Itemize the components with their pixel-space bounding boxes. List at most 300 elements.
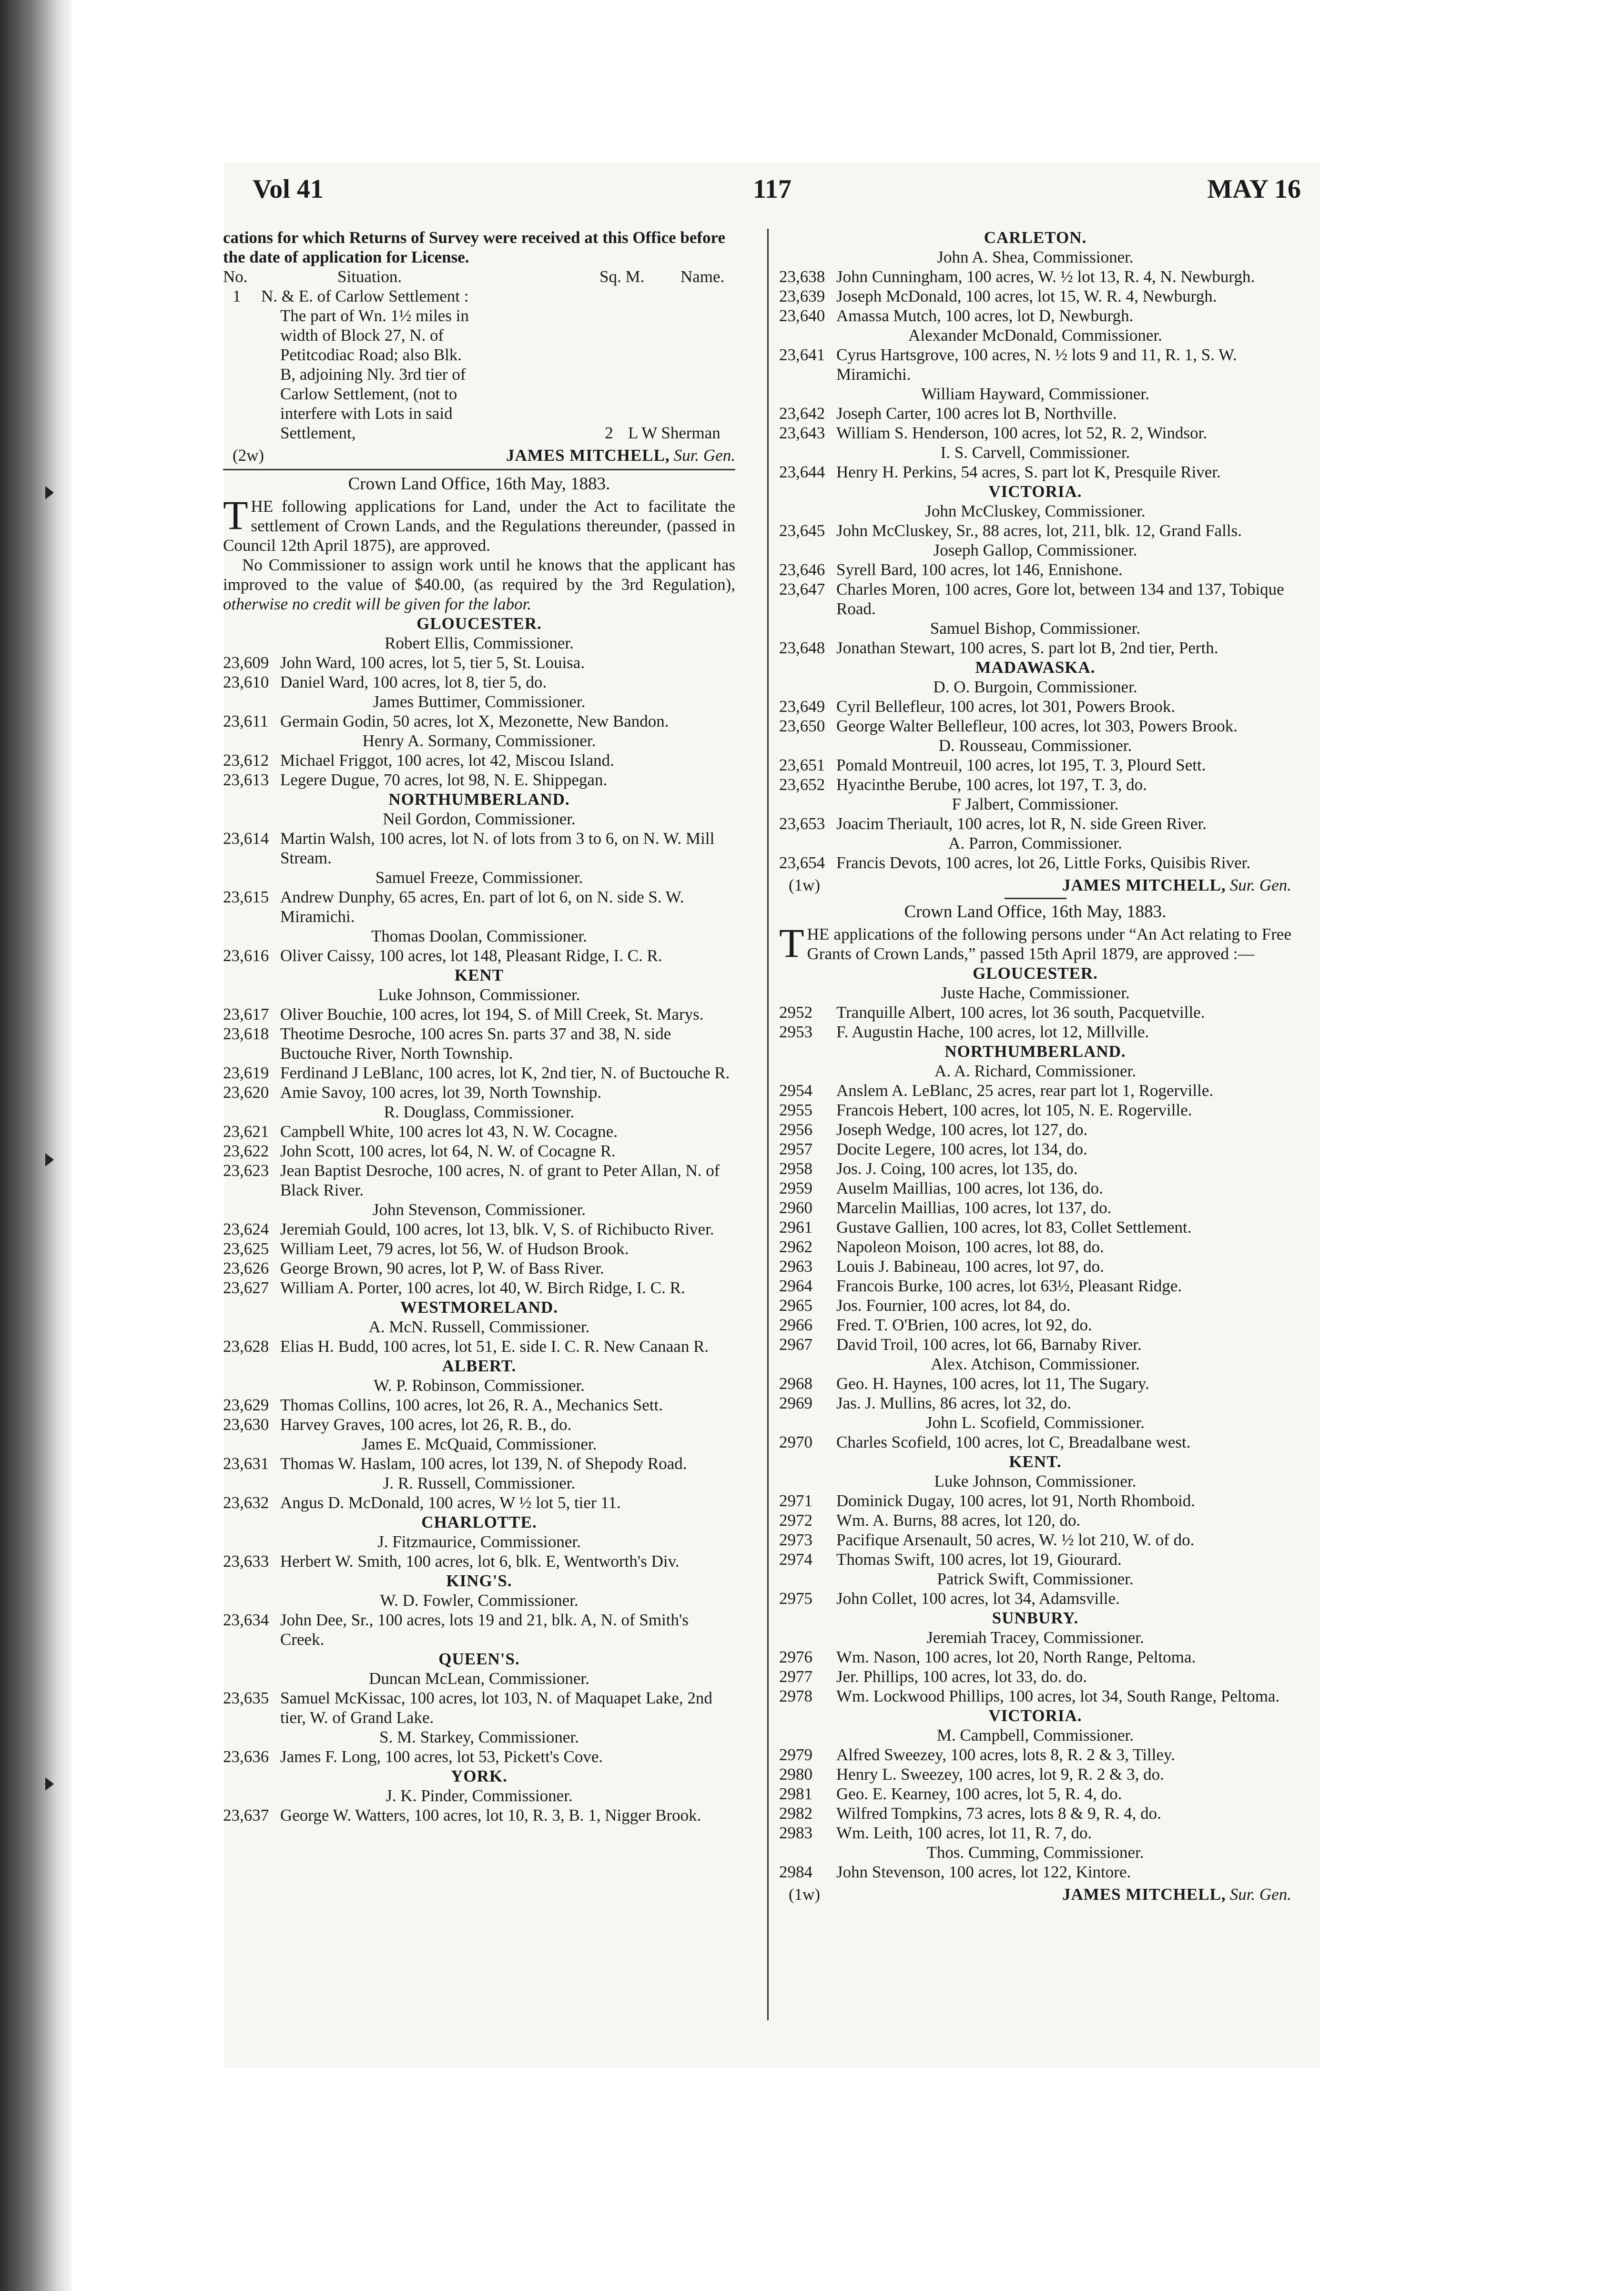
entry-text: Jean Baptist Desroche, 100 acres, N. of grant to Peter Allan, N. of Black River. (280, 1161, 720, 1199)
entry-text: Campbell White, 100 acres lot 43, N. W. Cocagne. (280, 1122, 618, 1141)
entry-number: 2952 (779, 1003, 812, 1022)
entry-text: Cyrus Hartsgrove, 100 acres, N. ½ lots 9 and 11, R. 1, S. W. Miramichi. (836, 345, 1237, 384)
application-entry (223, 711, 735, 731)
entry-number: 2980 (779, 1765, 812, 1784)
entry-text: Harvey Graves, 100 acres, lot 26, R. B., do. (280, 1415, 572, 1434)
entry-number: 23,621 (223, 1122, 269, 1141)
entry-text: Oliver Caissy, 100 acres, lot 148, Pleasant Ridge, I. C. R. (280, 946, 662, 965)
entry-text: Cyril Bellefleur, 100 acres, lot 301, Powers Brook. (836, 697, 1176, 716)
commissioner-line: Jeremiah Tracey, Commissioner. (926, 1628, 1144, 1647)
application-entry (779, 1159, 1291, 1178)
entry-text: Geo. E. Kearney, 100 acres, lot 5, R. 4, do. (836, 1784, 1122, 1803)
county-heading: VICTORIA. (988, 1706, 1082, 1725)
entry-number: 23,651 (779, 756, 825, 774)
county-heading: SUNBURY. (992, 1609, 1079, 1627)
entry-text: Legere Dugue, 70 acres, lot 98, N. E. Shippegan. (280, 770, 608, 789)
entry-number: 23,623 (223, 1161, 269, 1180)
entry-number: 23,628 (223, 1337, 269, 1356)
application-entry (223, 1805, 735, 1825)
entry-number: 23,632 (223, 1493, 269, 1512)
commissioner-line: James Buttimer, Commissioner. (373, 692, 586, 711)
entry-number: 2977 (779, 1667, 812, 1686)
entry-text: John McCluskey, Sr., 88 acres, lot, 211, blk. 12, Grand Falls. (836, 521, 1242, 540)
intro-note: No Commissioner to assign work until he knows that the applicant has improved to the value of $40.00, (as required by the 3rd Regulation), otherwise no credit will be given for the labor. (223, 556, 735, 613)
entry-number: 2975 (779, 1589, 812, 1608)
commissioner-line: Juste Hache, Commissioner. (941, 983, 1130, 1002)
application-entry (779, 404, 1291, 423)
entry-text: Syrell Bard, 100 acres, lot 146, Ennishone. (836, 560, 1123, 579)
entry-text: Jer. Phillips, 100 acres, lot 33, do. do. (836, 1667, 1087, 1686)
entry-number: 23,619 (223, 1064, 269, 1082)
county-heading: CHARLOTTE. (421, 1513, 537, 1531)
situation-line: The part of Wn. 1½ miles in (280, 306, 469, 325)
entry-text: Dominick Dugay, 100 acres, lot 91, North Rhomboid. (836, 1491, 1196, 1510)
survey-table-row (223, 286, 735, 443)
entry-number: 2981 (779, 1784, 812, 1803)
county-heading: ALBERT. (442, 1357, 517, 1375)
commissioner-line: Neil Gordon, Commissioner. (383, 810, 576, 828)
entry-text: Joseph Wedge, 100 acres, lot 127, do. (836, 1120, 1088, 1139)
gutter-arrow-icon (45, 486, 54, 499)
entry-text: Auselm Maillias, 100 acres, lot 136, do. (836, 1179, 1103, 1197)
entry-number: 23,637 (223, 1806, 269, 1825)
application-entry (223, 1122, 735, 1141)
application-entry (779, 716, 1291, 736)
county-heading: NORTHUMBERLAND. (944, 1042, 1126, 1061)
application-entry (779, 1764, 1291, 1784)
entry-text: Andrew Dunphy, 65 acres, En. part of lot 6, on N. side S. W. Miramichi. (280, 888, 684, 926)
entry-text: Geo. H. Haynes, 100 acres, lot 11, The Sugary. (836, 1374, 1149, 1393)
entry-text: Joseph Carter, 100 acres lot B, Northville. (836, 404, 1117, 423)
entry-number: 23,636 (223, 1747, 269, 1766)
right-applications (779, 228, 1291, 872)
application-entry (223, 1083, 735, 1102)
application-entry (779, 1296, 1291, 1315)
signature-block (223, 446, 735, 465)
commissioner-line: D. Rousseau, Commissioner. (938, 736, 1132, 755)
entry-text: Germain Godin, 50 acres, lot X, Mezonette, New Bandon. (280, 712, 669, 730)
application-entry (779, 1139, 1291, 1159)
entry-number: 2958 (779, 1159, 812, 1178)
entry-text: Jeremiah Gould, 100 acres, lot 13, blk. V, S. of Richibucto River. (280, 1220, 714, 1238)
signature-block (779, 1885, 1291, 1904)
entry-number: 2965 (779, 1296, 812, 1315)
application-entry (779, 560, 1291, 579)
county-heading: QUEEN'S. (438, 1650, 520, 1668)
application-entry (223, 1337, 735, 1356)
application-entry (779, 1217, 1291, 1237)
application-entry (779, 345, 1291, 384)
entry-text: Charles Scofield, 100 acres, lot C, Breadalbane west. (836, 1433, 1191, 1451)
entry-number: 2979 (779, 1745, 812, 1764)
commissioner-line: Henry A. Sormany, Commissioner. (362, 731, 596, 750)
entry-text: John Ward, 100 acres, lot 5, tier 5, St. Louisa. (280, 653, 585, 672)
entry-number: 23,618 (223, 1024, 269, 1043)
entry-number: 23,649 (779, 697, 825, 716)
application-entry (779, 462, 1291, 482)
entry-number: 23,620 (223, 1083, 269, 1102)
commissioner-line: John McCluskey, Commissioner. (925, 502, 1146, 520)
application-entry (779, 1647, 1291, 1667)
entry-number: 2961 (779, 1218, 812, 1237)
application-entry (779, 306, 1291, 325)
application-entry (779, 775, 1291, 794)
application-entry (779, 697, 1291, 716)
entry-text: Wm. Leith, 100 acres, lot 11, R. 7, do. (836, 1824, 1092, 1842)
column-divider (767, 229, 769, 2020)
commissioner-line: Thomas Doolan, Commissioner. (371, 927, 588, 945)
entry-number: 23,639 (779, 287, 825, 305)
commissioner-line: William Hayward, Commissioner. (921, 385, 1149, 403)
entry-text: Henry H. Perkins, 54 acres, S. part lot K, Presquile River. (836, 463, 1221, 481)
entry-text: John Collet, 100 acres, lot 34, Adamsville. (836, 1589, 1120, 1608)
entry-number: 23,626 (223, 1259, 269, 1277)
signatory-title: Sur. Gen. (1229, 1885, 1291, 1904)
commissioner-line: D. O. Burgoin, Commissioner. (933, 678, 1137, 696)
commissioner-line: W. D. Fowler, Commissioner. (380, 1591, 579, 1610)
col-name: Name. (680, 267, 725, 286)
application-entry (779, 1257, 1291, 1276)
commissioner-line: F Jalbert, Commissioner. (952, 795, 1119, 813)
signatory-title: Sur. Gen. (673, 446, 735, 465)
insertion-tag: (1w) (789, 876, 821, 894)
entry-text: Louis J. Babineau, 100 acres, lot 97, do. (836, 1257, 1104, 1276)
volume-label: Vol 41 (253, 174, 324, 204)
entry-text: Gustave Gallien, 100 acres, lot 83, Collet Settlement. (836, 1218, 1192, 1237)
entry-number: 2959 (779, 1179, 812, 1197)
entry-number: 2957 (779, 1140, 812, 1158)
entry-number: 23,645 (779, 521, 825, 540)
county-heading: GLOUCESTER. (973, 964, 1098, 983)
continued-text: cations for which Returns of Survey were received at this Office before the date of application for License. (223, 228, 725, 266)
entry-text: John Cunningham, 100 acres, W. ½ lot 13, R. 4, N. Newburgh. (836, 267, 1255, 286)
situation-line: Settlement, (280, 424, 356, 442)
entry-text: Herbert W. Smith, 100 acres, lot 6, blk. E, Wentworth's Div. (280, 1552, 680, 1571)
application-entry (779, 1667, 1291, 1686)
county-heading: KENT (454, 966, 504, 984)
application-entry (223, 1493, 735, 1512)
entry-text: Ferdinand J LeBlanc, 100 acres, lot K, 2nd tier, N. of Buctouche R. (280, 1064, 730, 1082)
entry-text: George Brown, 90 acres, lot P, W. of Bass River. (280, 1259, 604, 1277)
entry-number: 2954 (779, 1081, 812, 1100)
application-entry (223, 1454, 735, 1473)
commissioner-line: R. Douglass, Commissioner. (384, 1103, 575, 1121)
entry-number: 23,616 (223, 946, 269, 965)
entry-text: William A. Porter, 100 acres, lot 40, W. Birch Ridge, I. C. R. (280, 1278, 685, 1297)
entry-number: 23,630 (223, 1415, 269, 1434)
application-entry (223, 1395, 735, 1415)
signature-block (779, 875, 1291, 895)
entry-text: Oliver Bouchie, 100 acres, lot 194, S. of Mill Creek, St. Marys. (280, 1005, 704, 1024)
entry-number: 23,648 (779, 639, 825, 657)
commissioner-line: A. McN. Russell, Commissioner. (368, 1318, 590, 1336)
entry-text: Theotime Desroche, 100 acres Sn. parts 37 and 38, N. side Buctouche River, North Township. (280, 1024, 671, 1063)
entry-text: Francois Hebert, 100 acres, lot 105, N. E. Rogerville. (836, 1101, 1192, 1119)
application-entry (223, 1415, 735, 1434)
entry-number: 23,625 (223, 1239, 269, 1258)
col-sq: Sq. M. (599, 267, 645, 286)
row-name: L W Sherman (628, 424, 721, 442)
commissioner-line: John L. Scofield, Commissioner. (926, 1413, 1145, 1432)
commissioner-line: Joseph Gallop, Commissioner. (933, 541, 1137, 559)
entry-number: 23,653 (779, 814, 825, 833)
commissioner-line: Alex. Atchison, Commissioner. (931, 1355, 1140, 1373)
right-column (779, 228, 1291, 1907)
entry-text: Thomas Swift, 100 acres, lot 19, Giourard. (836, 1550, 1122, 1569)
entry-text: Fred. T. O'Brien, 100 acres, lot 92, do. (836, 1316, 1092, 1334)
situation-line: interfere with Lots in said (280, 404, 453, 423)
commissioner-line: John A. Shea, Commissioner. (937, 248, 1134, 266)
entry-text: Samuel McKissac, 100 acres, lot 103, N. of Maquapet Lake, 2nd tier, W. of Grand Lake. (280, 1689, 712, 1727)
application-entry (779, 286, 1291, 306)
application-entry (779, 423, 1291, 443)
situation-line: width of Block 27, N. of (280, 326, 444, 345)
entry-text: Napoleon Moison, 100 acres, lot 88, do. (836, 1237, 1104, 1256)
entry-text: Thomas W. Haslam, 100 acres, lot 139, N. of Shepody Road. (280, 1454, 687, 1473)
left-applications (223, 614, 735, 1825)
entry-number: 2955 (779, 1101, 812, 1119)
office-dateline: Crown Land Office, 16th May, 1883. (348, 474, 610, 494)
entry-text: Anslem A. LeBlanc, 25 acres, rear part lot 1, Rogerville. (836, 1081, 1214, 1100)
entry-text: John Scott, 100 acres, lot 64, N. W. of Cocagne R. (280, 1142, 616, 1160)
entry-number: 2966 (779, 1316, 812, 1334)
application-entry (779, 1315, 1291, 1335)
entry-text: Jas. J. Mullins, 86 acres, lot 32, do. (836, 1394, 1071, 1412)
application-entry (223, 1239, 735, 1258)
county-heading: MADAWASKA. (975, 658, 1096, 677)
application-entry (223, 653, 735, 672)
commissioner-line: A. Parron, Commissioner. (948, 834, 1122, 852)
commissioner-line: Duncan McLean, Commissioner. (369, 1669, 589, 1688)
commissioner-line: Luke Johnson, Commissioner. (378, 985, 580, 1004)
application-entry (779, 1550, 1291, 1569)
entry-number: 2972 (779, 1511, 812, 1530)
application-entry (779, 1335, 1291, 1354)
entry-number: 23,624 (223, 1220, 269, 1238)
entry-number: 2968 (779, 1374, 812, 1393)
entry-number: 2964 (779, 1277, 812, 1295)
county-heading: YORK. (451, 1767, 508, 1785)
drop-cap: T (779, 920, 804, 966)
application-entry (779, 853, 1291, 872)
entry-text: William S. Henderson, 100 acres, lot 52, R. 2, Windsor. (836, 424, 1208, 442)
entry-number: 23,654 (779, 853, 825, 872)
application-entry (779, 1198, 1291, 1217)
entry-text: Tranquille Albert, 100 acres, lot 36 south, Pacquetville. (836, 1003, 1205, 1022)
entry-number: 23,613 (223, 770, 269, 789)
application-entry (223, 1219, 735, 1239)
application-entry (223, 1024, 735, 1063)
entry-number: 23,631 (223, 1454, 269, 1473)
application-entry (779, 1432, 1291, 1452)
entry-text: Francis Devots, 100 acres, lot 26, Little Forks, Quisibis River. (836, 853, 1251, 872)
commissioner-line: Samuel Bishop, Commissioner. (930, 619, 1141, 638)
entry-number: 23,646 (779, 560, 825, 579)
county-heading: VICTORIA. (988, 482, 1082, 501)
entry-number: 23,615 (223, 888, 269, 906)
entry-text: Wm. A. Burns, 88 acres, lot 120, do. (836, 1511, 1081, 1530)
col-no: No. (223, 267, 248, 286)
office-dateline: Crown Land Office, 16th May, 1883. (904, 902, 1167, 922)
application-entry (779, 1823, 1291, 1843)
entry-number: 2969 (779, 1394, 812, 1412)
signatory-title: Sur. Gen. (1229, 876, 1291, 894)
entry-number: 23,611 (223, 712, 268, 730)
entry-text: Francois Burke, 100 acres, lot 63½, Pleasant Ridge. (836, 1277, 1182, 1295)
entry-number: 23,617 (223, 1005, 269, 1024)
entry-number: 2982 (779, 1804, 812, 1823)
entry-number: 23,644 (779, 463, 825, 481)
commissioner-line: J. R. Russell, Commissioner. (383, 1474, 576, 1492)
entry-number: 23,647 (779, 580, 825, 598)
commissioner-line: A. A. Richard, Commissioner. (934, 1062, 1136, 1080)
entry-text: Angus D. McDonald, 100 acres, W ½ lot 5, tier 11. (280, 1493, 621, 1512)
entry-text: Docite Legere, 100 acres, lot 134, do. (836, 1140, 1087, 1158)
application-entry (779, 1686, 1291, 1706)
situation-line: Petitcodiac Road; also Blk. (280, 345, 462, 364)
entry-text: Pomald Montreuil, 100 acres, lot 195, T. 3, Plourd Sett. (836, 756, 1206, 774)
entry-text: David Troil, 100 acres, lot 66, Barnaby River. (836, 1335, 1142, 1354)
entry-text: Thomas Collins, 100 acres, lot 26, R. A., Mechanics Sett. (280, 1396, 663, 1414)
entry-text: Wilfred Tompkins, 73 acres, lots 8 & 9, R. 4, do. (836, 1804, 1161, 1823)
entry-text: Wm. Lockwood Phillips, 100 acres, lot 34, South Range, Peltoma. (836, 1687, 1280, 1705)
commissioner-line: Luke Johnson, Commissioner. (934, 1472, 1137, 1490)
situation-line: Carlow Settlement, (not to (280, 385, 457, 403)
entry-text: John Stevenson, 100 acres, lot 122, Kintore. (836, 1863, 1131, 1881)
free-grant-applications (779, 963, 1291, 1882)
entry-number: 23,640 (779, 306, 825, 325)
entry-text: F. Augustin Hache, 100 acres, lot 12, Millville. (836, 1023, 1149, 1041)
entry-number: 23,610 (223, 673, 269, 691)
entry-number: 2978 (779, 1687, 812, 1705)
entry-number: 23,609 (223, 653, 269, 672)
entry-number: 23,634 (223, 1611, 269, 1629)
application-entry (223, 1063, 735, 1083)
entry-number: 2956 (779, 1120, 812, 1139)
entry-number: 2973 (779, 1531, 812, 1549)
county-heading: KENT. (1009, 1452, 1062, 1471)
signatory-name: JAMES MITCHELL, (1062, 1885, 1226, 1904)
application-entry (779, 1237, 1291, 1257)
application-entry (779, 1745, 1291, 1764)
entry-number: 2983 (779, 1824, 812, 1842)
entry-text: Jos. J. Coing, 100 acres, lot 135, do. (836, 1159, 1078, 1178)
entry-text: George Walter Bellefleur, 100 acres, lot 303, Powers Brook. (836, 717, 1238, 735)
entry-text: Daniel Ward, 100 acres, lot 8, tier 5, do. (280, 673, 547, 691)
application-entry (223, 1278, 735, 1298)
entry-number: 23,643 (779, 424, 825, 442)
application-entry (779, 638, 1291, 658)
application-entry (223, 1551, 735, 1571)
application-entry (779, 267, 1291, 286)
drop-cap: T (223, 492, 248, 538)
entry-text: Pacifique Arsenault, 50 acres, W. ½ lot 210, W. of do. (836, 1531, 1195, 1549)
application-entry (223, 770, 735, 790)
row-number: 1 (233, 287, 241, 305)
insertion-tag: (2w) (233, 446, 264, 465)
application-entry (223, 946, 735, 965)
application-entry (223, 1161, 735, 1200)
application-entry (223, 1258, 735, 1278)
commissioner-line: James E. McQuaid, Commissioner. (361, 1435, 597, 1453)
entry-text: Martin Walsh, 100 acres, lot N. of lots from 3 to 6, on N. W. Mill Stream. (280, 829, 715, 867)
commissioner-line: Thos. Cumming, Commissioner. (926, 1843, 1144, 1862)
county-heading: CARLETON. (984, 228, 1087, 247)
application-entry (779, 1804, 1291, 1823)
page-number: 117 (753, 174, 792, 204)
entry-number: 2953 (779, 1023, 812, 1041)
entry-number: 23,627 (223, 1278, 269, 1297)
entry-number: 23,612 (223, 751, 269, 770)
entry-number: 23,650 (779, 717, 825, 735)
entry-text: William Leet, 79 acres, lot 56, W. of Hudson Brook. (280, 1239, 629, 1258)
col-situation: Situation. (337, 267, 402, 286)
entry-text: Henry L. Sweezey, 100 acres, lot 9, R. 2 & 3, do. (836, 1765, 1164, 1784)
scan-binding-edge (0, 0, 71, 2291)
county-heading: WESTMORELAND. (400, 1298, 558, 1317)
application-entry (779, 1276, 1291, 1296)
entry-number: 23,638 (779, 267, 825, 286)
application-entry (779, 1022, 1291, 1042)
application-entry (779, 1491, 1291, 1510)
county-heading: NORTHUMBERLAND. (388, 790, 570, 809)
commissioner-line: Patrick Swift, Commissioner. (937, 1570, 1134, 1588)
entry-number: 2970 (779, 1433, 812, 1451)
row-sq: 2 (605, 424, 613, 442)
application-entry (223, 887, 735, 926)
entry-text: George W. Watters, 100 acres, lot 10, R. 3, B. 1, Nigger Brook. (280, 1806, 701, 1825)
application-entry (779, 1003, 1291, 1022)
application-entry (223, 750, 735, 770)
entry-text: Joacim Theriault, 100 acres, lot R, N. side Green River. (836, 814, 1207, 833)
entry-number: 23,652 (779, 775, 825, 794)
entry-number: 2971 (779, 1491, 812, 1510)
commissioner-line: Robert Ellis, Commissioner. (385, 634, 574, 652)
application-entry (223, 1610, 735, 1649)
application-entry (779, 521, 1291, 540)
commissioner-line: J. K. Pinder, Commissioner. (386, 1786, 573, 1805)
entry-number: 23,635 (223, 1689, 269, 1707)
commissioner-line: Samuel Freeze, Commissioner. (375, 868, 583, 887)
entry-text: John Dee, Sr., 100 acres, lots 19 and 21, blk. A, N. of Smith's Creek. (280, 1611, 689, 1649)
entry-text: Michael Friggot, 100 acres, lot 42, Miscou Island. (280, 751, 614, 770)
commissioner-line: John Stevenson, Commissioner. (372, 1200, 586, 1219)
entry-text: Marcelin Maillias, 100 acres, lot 137, do. (836, 1198, 1112, 1217)
application-entry (779, 1530, 1291, 1550)
issue-date: MAY 16 (1207, 174, 1301, 204)
entry-number: 2976 (779, 1648, 812, 1666)
intro-paragraph: THE following applications for Land, under the Act to facilitate the settlement of Crown Lands, and the Regulations thereunder, (passed in Council 12th April 1875), are approved. (223, 492, 735, 555)
application-entry (779, 814, 1291, 833)
application-entry (223, 1688, 735, 1727)
commissioner-line: I. S. Carvell, Commissioner. (940, 443, 1130, 462)
application-entry (779, 1374, 1291, 1393)
entry-number: 23,642 (779, 404, 825, 423)
gutter-arrow-icon (45, 1777, 54, 1791)
application-entry (223, 1141, 735, 1161)
insertion-tag: (1w) (789, 1885, 821, 1904)
entry-number: 2960 (779, 1198, 812, 1217)
application-entry (779, 1510, 1291, 1530)
row-situation (261, 286, 590, 443)
intro-paragraph: THE applications of the following persons under “An Act relating to Free Grants of Crown Lands,” passed 15th April 1879, are approved :— (779, 920, 1291, 966)
entry-text: James F. Long, 100 acres, lot 53, Pickett's Cove. (280, 1747, 603, 1766)
commissioner-line: M. Campbell, Commissioner. (936, 1726, 1134, 1744)
application-entry (779, 1589, 1291, 1608)
short-rule (1005, 898, 1066, 899)
commissioner-line: S. M. Starkey, Commissioner. (379, 1728, 579, 1746)
situation-line: N. & E. of Carlow Settlement : (261, 287, 469, 305)
